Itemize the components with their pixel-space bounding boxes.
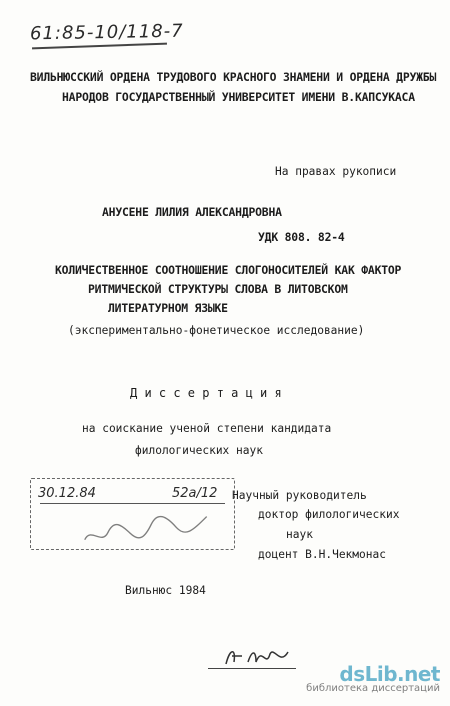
city-year: Вильнюс 1984	[125, 584, 206, 597]
title-line-1: КОЛИЧЕСТВЕННОЕ СООТНОШЕНИЕ СЛОГОНОСИТЕЛЕЙ КАК ФАКТОР	[55, 263, 402, 277]
university-line-1: ВИЛЬНЮССКИЙ ОРДЕНА ТРУДОВОГО КРАСНОГО ЗНАМЕНИ И ОРДЕНА ДРУЖБЫ	[30, 70, 437, 84]
signature	[222, 644, 294, 675]
stamp-number: 52а/12	[172, 486, 218, 501]
title-subtitle: (экспериментально-фонетическое исследование)	[68, 324, 365, 337]
watermark	[306, 662, 440, 694]
author-name: АНУСЕНЕ ЛИЛИЯ АЛЕКСАНДРОВНА	[102, 205, 282, 219]
watermark-logo: dsLib.net	[339, 662, 440, 686]
supervisor-line-2: доктор филологических	[258, 508, 400, 521]
supervisor-line-4: доцент В.Н.Чекмонас	[258, 548, 386, 561]
degree-line-1: на соискание ученой степени кандидата	[82, 422, 332, 435]
university-line-2: НАРОДОВ ГОСУДАРСТВЕННЫЙ УНИВЕРСИТЕТ ИМЕНИ В.КАПСУКАСА	[62, 90, 415, 104]
supervisor-line-1: Научный руководитель	[232, 489, 367, 502]
watermark-subtitle: библиотека диссертаций	[306, 683, 440, 694]
stamp-date: 30.12.84	[38, 486, 96, 501]
stamp-underline	[40, 503, 225, 504]
signature-icon	[222, 644, 294, 670]
signature-line	[208, 668, 296, 669]
supervisor-line-3: наук	[286, 528, 313, 541]
manuscript-rights: На правах рукописи	[275, 165, 397, 178]
degree-line-2: филологических наук	[135, 444, 263, 457]
archive-code: 61:85-10/118-7	[29, 20, 184, 45]
title-line-3: ЛИТЕРАТУРНОМ ЯЗЫКЕ	[108, 301, 228, 315]
udk-code: УДК 808. 82-4	[258, 230, 345, 244]
title-line-2: РИТМИЧЕСКОЙ СТРУКТУРЫ СЛОВА В ЛИТОВСКОМ	[88, 282, 348, 296]
dissertation-label: Д и с с е р т а ц и я	[130, 386, 282, 400]
